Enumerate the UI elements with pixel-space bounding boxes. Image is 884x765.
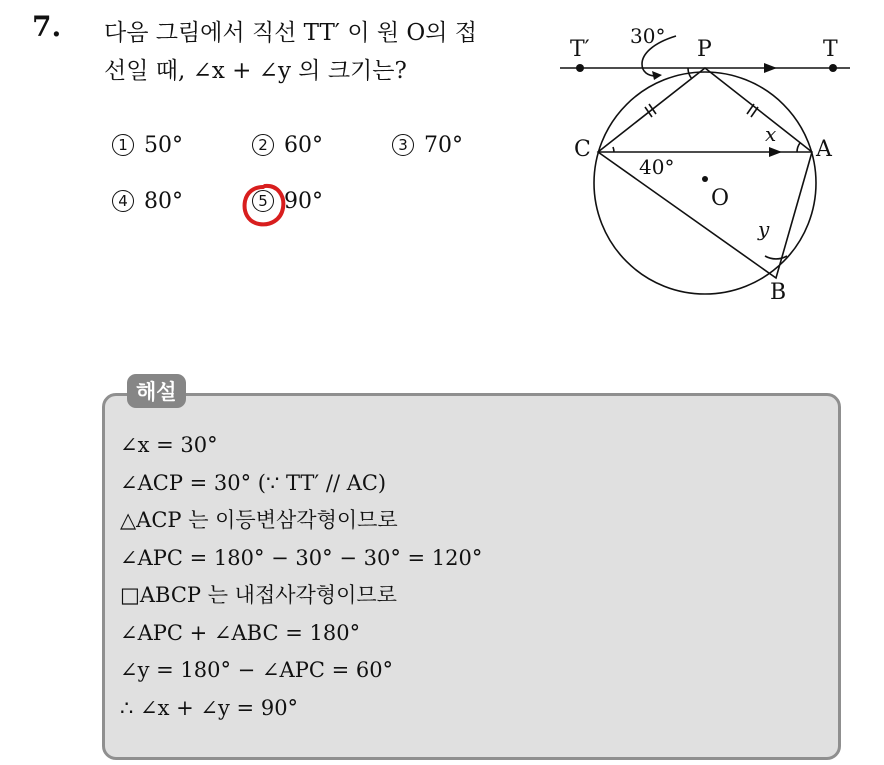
label-c: C bbox=[574, 137, 591, 162]
label-t: T bbox=[823, 37, 838, 62]
choice-text-2: 60° bbox=[284, 133, 323, 158]
label-t-prime: T′ bbox=[570, 37, 590, 62]
label-x: x bbox=[765, 122, 777, 146]
choice-text-1: 50° bbox=[144, 133, 183, 158]
choice-3[interactable] bbox=[392, 133, 463, 158]
answer-circle-mark bbox=[238, 179, 290, 231]
solution-line-1: ∠x = 30° bbox=[120, 433, 218, 457]
question-number: 7. bbox=[32, 10, 62, 43]
label-o: O bbox=[711, 186, 730, 211]
choice-text-3: 70° bbox=[424, 133, 463, 158]
label-y: y bbox=[758, 217, 770, 241]
circle-o bbox=[594, 72, 816, 294]
choice-4[interactable] bbox=[112, 189, 183, 214]
solution-line-7: ∠y = 180° − ∠APC = 60° bbox=[120, 658, 394, 682]
label-angle-40: 40° bbox=[639, 155, 675, 179]
solution-line-6: ∠APC + ∠ABC = 180° bbox=[120, 620, 361, 645]
quadrilateral-abcp bbox=[598, 68, 812, 278]
solution-line-8: ∴ ∠x + ∠y = 90° bbox=[120, 695, 299, 720]
label-b: B bbox=[770, 280, 787, 305]
question-text-line2: 선일 때, ∠x + ∠y 의 크기는? bbox=[104, 58, 407, 84]
solution-line-3: △ACP 는 이등변삼각형이므로 bbox=[120, 508, 398, 532]
choice-marker-4: 4 bbox=[112, 190, 134, 212]
choice-1[interactable] bbox=[112, 133, 183, 158]
solution-lines bbox=[120, 430, 482, 730]
choice-marker-3: 3 bbox=[392, 134, 414, 156]
label-p: P bbox=[697, 37, 712, 62]
solution-tag: 해설 bbox=[127, 374, 186, 408]
solution-line-4: ∠APC = 180° − 30° − 30° = 120° bbox=[120, 545, 483, 570]
solution-line-5: □ABCP 는 내접사각형이므로 bbox=[120, 583, 397, 607]
choice-marker-5: 5 bbox=[252, 190, 274, 212]
choice-text-4: 80° bbox=[144, 189, 183, 214]
choice-text-5: 90° bbox=[284, 189, 323, 214]
label-a: A bbox=[816, 137, 832, 162]
label-angle-30: 30° bbox=[630, 24, 666, 48]
choice-marker-2: 2 bbox=[252, 134, 274, 156]
choice-2[interactable] bbox=[252, 133, 323, 158]
choice-marker-1: 1 bbox=[112, 134, 134, 156]
solution-line-2: ∠ACP = 30° (∵ TT′ // AC) bbox=[120, 470, 387, 495]
question-text-line1: 다음 그림에서 직선 TT′ 이 원 O의 접 bbox=[104, 20, 477, 46]
geometry-figure bbox=[548, 16, 858, 306]
